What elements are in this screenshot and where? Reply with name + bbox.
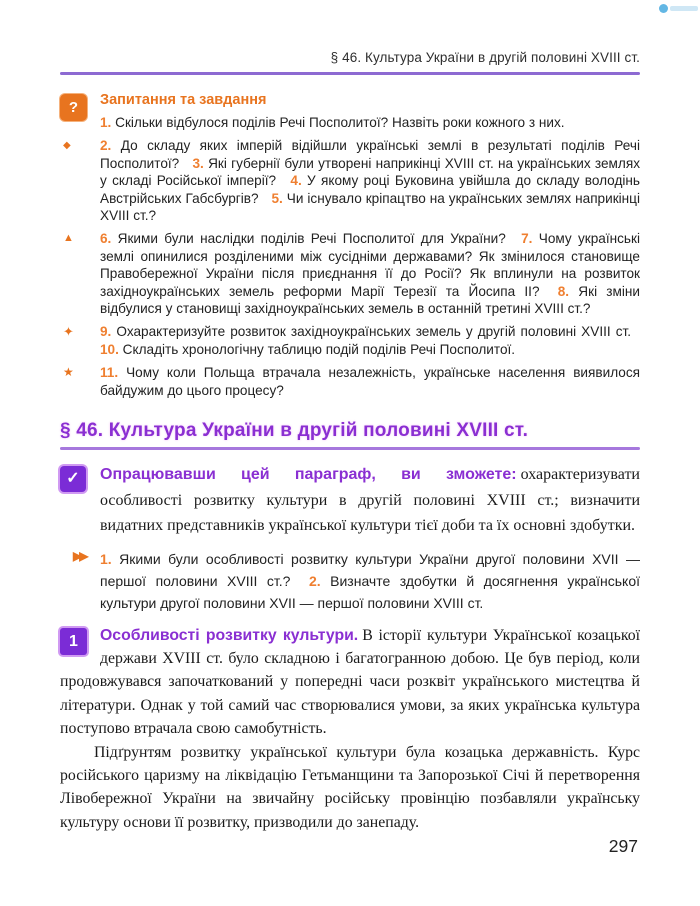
intro-tasks-block <box>60 548 640 614</box>
question-mark-icon: ? <box>60 94 87 121</box>
question-number: 1. <box>100 550 112 567</box>
question-number: 2. <box>308 572 321 589</box>
objectives-lead: Опрацювавши цей параграф, ви зможете: <box>100 466 517 484</box>
double-arrow-icon: ▶▶ <box>73 548 86 563</box>
question-number: 10. <box>100 341 119 357</box>
question-group-5 <box>63 364 640 399</box>
content-lead: Особливості розвитку культури. <box>100 626 359 644</box>
question-text: 1. Скільки відбулося поділів Речі Посполитої? Назвіть роки кожного з них. <box>100 115 565 130</box>
question-text: 11. Чому коли Польща втрачала незалежність, українське населення виявилося байдужим до цього процесу? <box>100 365 640 398</box>
objectives-block <box>60 462 640 539</box>
questions-block <box>60 92 640 399</box>
question-group-4 <box>63 323 640 358</box>
question-text: 6. Якими були наслідки поділів Речі Посполитої для України? 7. Чому українські землі опинилися розділеними між сусідніми державами? Як змінилося становище Правобережної України після приєднання її до Росії? Як вплинули на розвиток західноукраїнських земель реформи Марії Терезії та Йосипа II? 8. Які зміни відбулися у становищі західноукраїнських земель в останній третині XVIII ст.? <box>100 231 641 317</box>
content-paragraph-2: Підґрунтям розвитку української культури була козацька державність. Курс російського царизму на ліквідацію Гетьманщини та Запорозької Січі й перетворення Лівобережної України на звичайну російську провінцію позбавляли українську культуру основи її розвитку, призводили до занепаду. <box>60 743 640 831</box>
question-number: 8. <box>557 283 570 299</box>
intro-tasks-text: 1. Якими були особливості розвитку культури України другої половини XVII — першої половини XVIII ст.? 2. Визначте здобутки й досягнення української культури другої половини XVII — першої половини XVIII ст. <box>100 550 641 611</box>
question-number: 3. <box>192 155 204 171</box>
watermark-logo <box>659 4 698 13</box>
question-group-3 <box>63 230 641 317</box>
question-number: 6. <box>100 231 112 247</box>
main-content <box>60 624 640 835</box>
question-text: 9. Охарактеризуйте розвиток західноукраїнських земель у другій половині XVIII ст. 10. Складіть хронологічну таблицю подій поділів Речі Посполитої. <box>100 324 631 357</box>
running-head: § 46. Культура України в другій половині XVIII ст. <box>330 50 640 65</box>
header-rule <box>60 72 640 75</box>
questions-title: Запитання та завдання <box>100 92 267 108</box>
content-paragraph-1-text: В історії культури Української козацької держави XVIII ст. було складною і багатогранною добою. Це був період, коли продовжувався започаткований у попередні часи розквіт українського мистецтва й літератури. Однак у той самий час створювалися умови, за яких українська культура поступово втрачала свою самобутність. <box>60 626 641 738</box>
question-number: 1. <box>100 115 112 130</box>
section-heading-rule <box>60 447 640 450</box>
section-number-badge: 1 <box>60 628 87 655</box>
objectives-text <box>100 462 640 539</box>
triangle-bullet-icon: ▲ <box>63 232 74 245</box>
question-number: 2. <box>100 138 112 154</box>
question-number: 4. <box>290 173 302 189</box>
checkmark-icon: ✓ <box>60 466 86 492</box>
content-paragraph-1 <box>60 624 640 741</box>
question-group-2 <box>63 137 640 224</box>
star-bullet-icon: ★ <box>63 365 74 380</box>
four-point-star-bullet-icon: ✦ <box>63 324 74 340</box>
question-number: 11. <box>100 365 119 381</box>
diamond-bullet-icon: ◆ <box>63 140 71 152</box>
question-group-1 <box>100 114 640 131</box>
question-number: 9. <box>100 324 112 340</box>
page-number: 297 <box>608 836 638 856</box>
question-number: 5. <box>271 190 283 206</box>
question-text: 2. До складу яких імперій відійшли українські землі в результаті поділів Речі Посполитої? 3. Які губернії були утворені наприкінці XVIII ст. на українських землях у складі Російської імперії? 4. У якому році Буковина увійшла до складу володінь Австрійських Габсбургів? 5. Чи існувало кріпацтво на українських землях наприкінці XVIII ст.? <box>100 138 640 224</box>
watermark-circle-icon <box>659 4 668 13</box>
objectives-body: охарактеризувати особливості розвитку культури в другій половині XVIII ст.; визначити видатних представників української культури тієї доби та їх основні здобутки. <box>100 466 640 535</box>
section-heading: § 46. Культура України в другій половині XVIII ст. <box>60 420 529 442</box>
watermark-text-bar <box>670 6 698 11</box>
question-number: 7. <box>521 231 533 247</box>
